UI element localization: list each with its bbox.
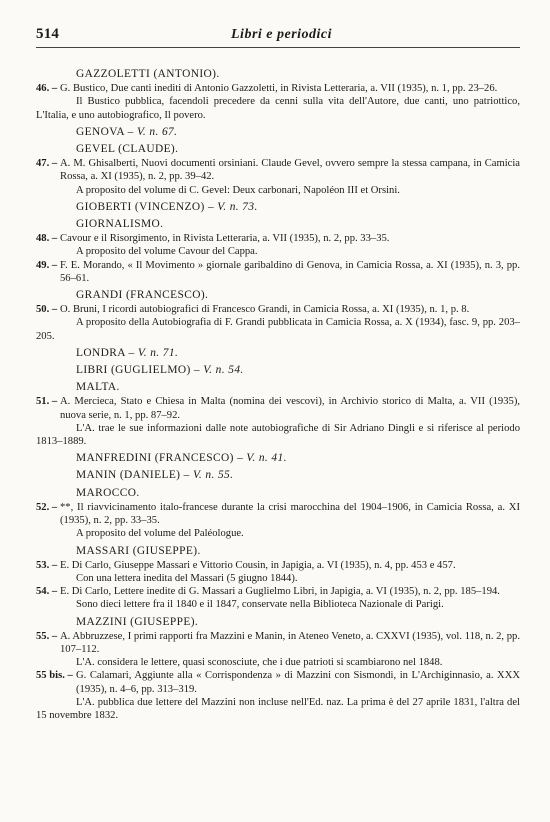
entry-annotation: A proposito del volume del Paléologue.: [76, 528, 244, 540]
entry-number: 47. –: [36, 158, 58, 170]
header-rule: [36, 47, 520, 48]
entry-citation: F. E. Morando, « Il Movimento » giornale garibaldino di Genova, in Camicia Rossa, a. XI (1935), n. 3, pp. 56–61.: [60, 259, 520, 284]
section-heading: [36, 347, 520, 360]
entry-annotation: Con una lettera inedita del Massari (5 giugno 1844).: [76, 572, 298, 584]
entry-annotation: A proposito del volume Cavour del Cappa.: [76, 246, 258, 258]
section-heading: [36, 616, 520, 629]
bibliography-entry: [36, 82, 520, 95]
entry-citation: A. Abbruzzese, I primi rapporti fra Mazzini e Manin, in Ateneo Veneto, a. CXXVI (1935), vol. 118, n. 2, pp. 107–112.: [60, 630, 520, 655]
cross-reference: – V. n. 73.: [207, 200, 258, 213]
heading-text: MAROCCO.: [76, 486, 140, 499]
entry-citation: **, Il riavvicinamento italo-francese durante la crisi marocchina del 1904–1906, in Camicia Rossa, a. XI (1935), n. 2, pp. 33–35.: [60, 501, 520, 527]
heading-text: MANIN (DANIELE): [76, 469, 181, 482]
cross-reference: – V. n. 67.: [127, 125, 178, 138]
cross-reference: – V. n. 71.: [128, 346, 179, 359]
entry-number: 48. –: [36, 233, 58, 245]
section-heading: [36, 381, 520, 394]
heading-text: LONDRA: [76, 346, 126, 359]
heading-text: MALTA.: [76, 381, 120, 394]
bibliography-entry: [36, 559, 520, 572]
bibliography-entry: [36, 232, 520, 245]
cross-reference: – V. n. 55.: [183, 469, 234, 482]
bibliography-entry: [36, 501, 520, 527]
entry-number: 52. –: [36, 501, 58, 513]
entry-number: 51. –: [36, 396, 58, 408]
section-heading: [36, 143, 520, 156]
running-title: Libri e periodici: [231, 27, 333, 42]
entry-number: 54. –: [36, 586, 58, 598]
heading-text: GRANDI (FRANCESCO).: [76, 289, 209, 302]
section-heading: [36, 218, 520, 231]
heading-text: MAZZINI (GIUSEPPE).: [76, 615, 199, 628]
heading-text: GIORNALISMO.: [76, 218, 164, 231]
entry-citation: O. Bruni, I ricordi autobiografici di Francesco Grandi, in Camicia Rossa, a. XI (1935), n. 1, p. 8.: [60, 304, 470, 316]
bibliography-entry: [36, 157, 520, 183]
entry-annotation: Il Bustico pubblica, facendoli precedere da cenni sulla vita dell'Autore, due canti, uno patriottico, L'Italia, e uno autobiografico, Il povero.: [36, 96, 520, 121]
entry-number: 46. –: [36, 83, 58, 95]
entry-number: 55. –: [36, 630, 58, 642]
section-heading: [36, 126, 520, 139]
section-heading: [36, 452, 520, 465]
heading-text: MANFREDINI (FRANCESCO): [76, 452, 234, 465]
heading-text: GAZZOLETTI (ANTONIO).: [76, 68, 220, 80]
heading-text: LIBRI (GUGLIELMO): [76, 364, 191, 377]
entry-number: 50. –: [36, 304, 58, 316]
section-heading: [36, 68, 520, 81]
entry-annotation: A proposito del volume di C. Gevel: Deux carbonari, Napoléon III et Orsini.: [76, 184, 400, 196]
heading-text: GEVEL (CLAUDE).: [76, 143, 179, 156]
bibliography-entry: [36, 630, 520, 656]
entry-citation: G. Calamari, Aggiunte alla « Corrispondenza » di Mazzini con Sismondi, in L'Archiginnasio, a. XXX (1935), n. 4–6, pp. 313–319.: [76, 670, 520, 695]
entry-citation: E. Di Carlo, Giuseppe Massari e Vittorio Cousin, in Japigia, a. VI (1935), n. 4, pp. 453 e 457.: [60, 559, 456, 571]
cross-reference: – V. n. 41.: [237, 452, 287, 465]
entry-citation: A. Mercieca, Stato e Chiesa in Malta (nomina dei vescovi), in Archivio storico di Malta, a. VII (1935), nuova serie, n. 1, pp. 87–92.: [60, 396, 520, 421]
entry-annotation: L'A. trae le sue informazioni dalle note autobiografiche di Sir Adriano Dingli e si riferisce al periodo 1813–1889.: [36, 422, 520, 448]
bibliography-entry: [36, 303, 520, 316]
entry-number: 53. –: [36, 559, 58, 571]
entry-annotation: L'A. pubblica due lettere del Mazzini non incluse nell'Ed. naz. La prima è del 27 aprile 1831, l'altra del 15 novembre 1832.: [36, 696, 520, 721]
bibliography-entry: [36, 585, 520, 598]
entry-citation: G. Bustico, Due canti inediti di Antonio Gazzoletti, in Rivista Letteraria, a. VII (1935), n. 1, pp. 23–26.: [60, 83, 498, 95]
entry-citation: E. Di Carlo, Lettere inedite di G. Massari a Guglielmo Libri, in Japigia, a. VI (1935), n. 2, pp. 185–194.: [60, 586, 500, 598]
heading-text: MASSARI (GIUSEPPE).: [76, 544, 201, 557]
section-heading: [36, 545, 520, 558]
entry-number: 49. –: [36, 259, 58, 271]
section-heading: [36, 469, 520, 482]
section-heading: [36, 364, 520, 377]
bibliography-entry: [36, 395, 520, 421]
section-heading: [36, 201, 520, 214]
cross-reference: – V. n. 54.: [193, 364, 244, 377]
entry-citation: Cavour e il Risorgimento, in Rivista Letteraria, a. VII (1935), n. 2, pp. 33–35.: [60, 233, 390, 245]
heading-text: GENOVA: [76, 125, 125, 138]
heading-text: GIOBERTI (VINCENZO): [76, 200, 205, 213]
page-number: 514: [36, 26, 60, 42]
bibliography-entry: [36, 259, 520, 285]
section-heading: [36, 487, 520, 500]
entry-annotation: Sono dieci lettere fra il 1840 e il 1847, conservate nella Biblioteca Nazionale di Parigi.: [76, 599, 444, 611]
entry-citation: A. M. Ghisalberti, Nuovi documenti orsiniani. Claude Gevel, ovvero sempre la stessa campana, in Camicia Rossa, a. XI (1935), n. 2, pp. 39–42.: [60, 158, 520, 183]
entry-annotation: L'A. considera le lettere, quasi sconosciute, che i due patrioti si scambiarono nel 1848.: [76, 657, 443, 669]
bibliography-entry: [36, 669, 520, 695]
entry-number: 55 bis. –: [36, 670, 73, 682]
entry-annotation: A proposito della Autobiografia di F. Grandi pubblicata in Camicia Rossa, a. X (1934), fasc. 9, pp. 203–205.: [36, 317, 520, 342]
bibliography-body: [36, 64, 520, 722]
section-heading: [36, 289, 520, 302]
page-header: [36, 26, 520, 48]
